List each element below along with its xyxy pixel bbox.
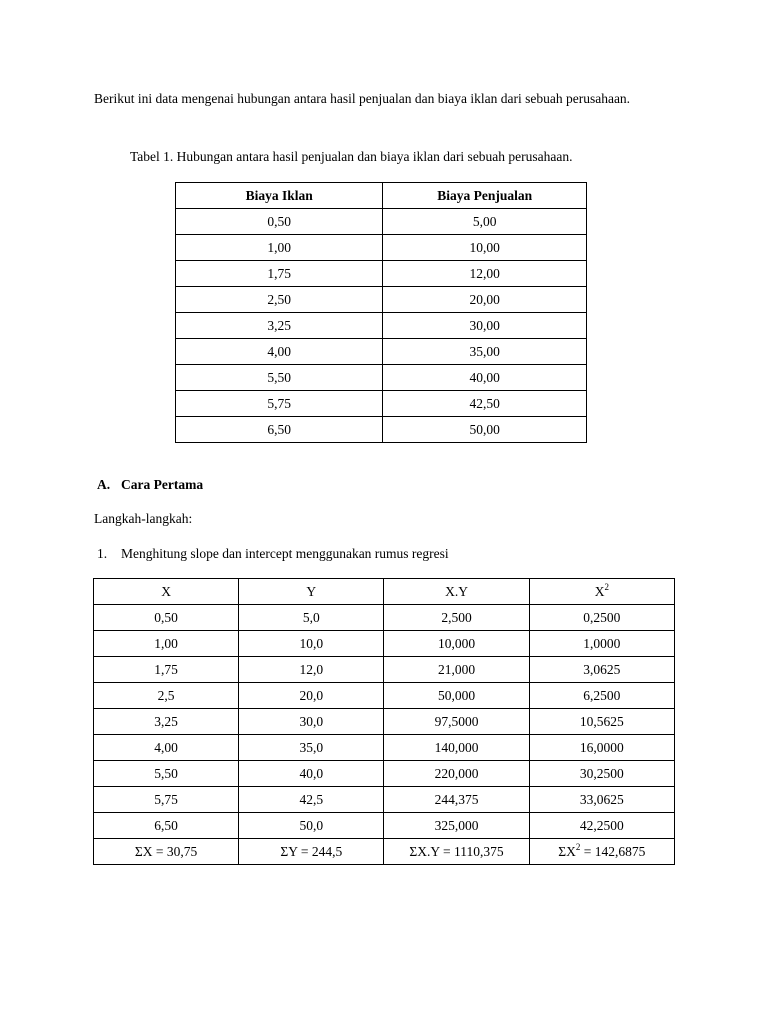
table2-cell: 5,75 bbox=[94, 787, 239, 813]
table1-cell: 10,00 bbox=[383, 235, 587, 261]
table-row bbox=[176, 235, 587, 261]
table1-cell: 4,00 bbox=[176, 339, 383, 365]
table-row bbox=[176, 391, 587, 417]
table2-regression bbox=[93, 578, 675, 865]
table2-cell: 325,000 bbox=[384, 813, 529, 839]
table2-sum-x: ΣX = 30,75 bbox=[94, 839, 239, 865]
table1-header-biaya-iklan: Biaya Iklan bbox=[176, 183, 383, 209]
table2-cell: 140,000 bbox=[384, 735, 529, 761]
table2-cell: 2,5 bbox=[94, 683, 239, 709]
table2-cell: 10,000 bbox=[384, 631, 529, 657]
section-a-heading bbox=[97, 475, 203, 495]
table2-cell: 6,2500 bbox=[529, 683, 674, 709]
table1-cell: 50,00 bbox=[383, 417, 587, 443]
table1-cell: 6,50 bbox=[176, 417, 383, 443]
table1-caption: Tabel 1. Hubungan antara hasil penjualan dan biaya iklan dari sebuah perusahaan. bbox=[130, 149, 573, 164]
table2-header-y: Y bbox=[239, 579, 384, 605]
table1-header-biaya-penjualan: Biaya Penjualan bbox=[383, 183, 587, 209]
table-row bbox=[176, 417, 587, 443]
table2-cell: 42,2500 bbox=[529, 813, 674, 839]
table1-cell: 35,00 bbox=[383, 339, 587, 365]
table2-cell: 30,2500 bbox=[529, 761, 674, 787]
step-1 bbox=[97, 544, 449, 564]
step-1-number: 1. bbox=[97, 546, 108, 561]
table1-cell: 20,00 bbox=[383, 287, 587, 313]
table2-cell: 30,0 bbox=[239, 709, 384, 735]
table2-header-x: X bbox=[94, 579, 239, 605]
table2-sum-y: ΣY = 244,5 bbox=[239, 839, 384, 865]
table2-cell: 1,00 bbox=[94, 631, 239, 657]
table1-cell: 1,75 bbox=[176, 261, 383, 287]
table2-cell: 2,500 bbox=[384, 605, 529, 631]
table-row bbox=[94, 761, 675, 787]
table2-cell: 12,0 bbox=[239, 657, 384, 683]
table-row bbox=[94, 605, 675, 631]
table1-cell: 5,00 bbox=[383, 209, 587, 235]
table-row bbox=[176, 339, 587, 365]
table1-cell: 40,00 bbox=[383, 365, 587, 391]
table2-cell: 50,0 bbox=[239, 813, 384, 839]
table1-biaya bbox=[175, 182, 587, 443]
table-row bbox=[176, 287, 587, 313]
table2-cell: 4,00 bbox=[94, 735, 239, 761]
table2-cell: 1,0000 bbox=[529, 631, 674, 657]
table2-cell: 5,0 bbox=[239, 605, 384, 631]
table1-cell: 0,50 bbox=[176, 209, 383, 235]
table1-cell: 3,25 bbox=[176, 313, 383, 339]
table2-cell: 50,000 bbox=[384, 683, 529, 709]
table2-sum-x2-sup: 2 bbox=[575, 841, 581, 852]
table2-header-xy: X.Y bbox=[384, 579, 529, 605]
table2-cell: 21,000 bbox=[384, 657, 529, 683]
table2-sum-x2 bbox=[529, 839, 674, 865]
table-row bbox=[176, 261, 587, 287]
table2-cell: 35,0 bbox=[239, 735, 384, 761]
table1-cell: 2,50 bbox=[176, 287, 383, 313]
table2-cell: 10,0 bbox=[239, 631, 384, 657]
table2-cell: 42,5 bbox=[239, 787, 384, 813]
table1-cell: 12,00 bbox=[383, 261, 587, 287]
step-1-text: Menghitung slope dan intercept menggunakan rumus regresi bbox=[121, 546, 449, 561]
steps-label: Langkah-langkah: bbox=[94, 511, 193, 526]
table-row bbox=[176, 313, 587, 339]
table-row bbox=[94, 657, 675, 683]
section-a-marker: A. bbox=[97, 477, 111, 492]
table2-cell: 0,2500 bbox=[529, 605, 674, 631]
table1-cell: 5,75 bbox=[176, 391, 383, 417]
table-row bbox=[176, 209, 587, 235]
table-row bbox=[94, 787, 675, 813]
table-row bbox=[94, 683, 675, 709]
table2-cell: 5,50 bbox=[94, 761, 239, 787]
table-row bbox=[94, 813, 675, 839]
table2-sum-x2-pre: ΣX bbox=[558, 843, 576, 859]
table1-cell: 1,00 bbox=[176, 235, 383, 261]
table2-cell: 6,50 bbox=[94, 813, 239, 839]
table-row bbox=[94, 631, 675, 657]
table2-sum-row bbox=[94, 839, 675, 865]
table2-cell: 33,0625 bbox=[529, 787, 674, 813]
table2-header-x2-sup: 2 bbox=[604, 581, 609, 592]
table2-cell: 10,5625 bbox=[529, 709, 674, 735]
section-a-title: Cara Pertama bbox=[121, 477, 204, 492]
table2-cell: 0,50 bbox=[94, 605, 239, 631]
table2-sum-x2-post: = 142,6875 bbox=[580, 843, 646, 859]
table2-header-x2 bbox=[529, 579, 674, 605]
table1-cell: 30,00 bbox=[383, 313, 587, 339]
table-row bbox=[94, 709, 675, 735]
table2-cell: 244,375 bbox=[384, 787, 529, 813]
intro-paragraph: Berikut ini data mengenai hubungan antara hasil penjualan dan biaya iklan dari sebuah perusahaan. bbox=[94, 91, 631, 106]
table1-cell: 5,50 bbox=[176, 365, 383, 391]
table2-cell: 40,0 bbox=[239, 761, 384, 787]
table1-cell: 42,50 bbox=[383, 391, 587, 417]
table-row bbox=[176, 365, 587, 391]
table-row bbox=[94, 735, 675, 761]
table2-cell: 3,0625 bbox=[529, 657, 674, 683]
table1-header-row bbox=[176, 183, 587, 209]
table2-cell: 97,5000 bbox=[384, 709, 529, 735]
table2-header-x2-base: X bbox=[594, 583, 605, 599]
table2-header-row bbox=[94, 579, 675, 605]
table2-cell: 20,0 bbox=[239, 683, 384, 709]
table2-cell: 16,0000 bbox=[529, 735, 674, 761]
table2-cell: 3,25 bbox=[94, 709, 239, 735]
table2-cell: 220,000 bbox=[384, 761, 529, 787]
table2-cell: 1,75 bbox=[94, 657, 239, 683]
table2-sum-xy: ΣX.Y = 1110,375 bbox=[384, 839, 529, 865]
